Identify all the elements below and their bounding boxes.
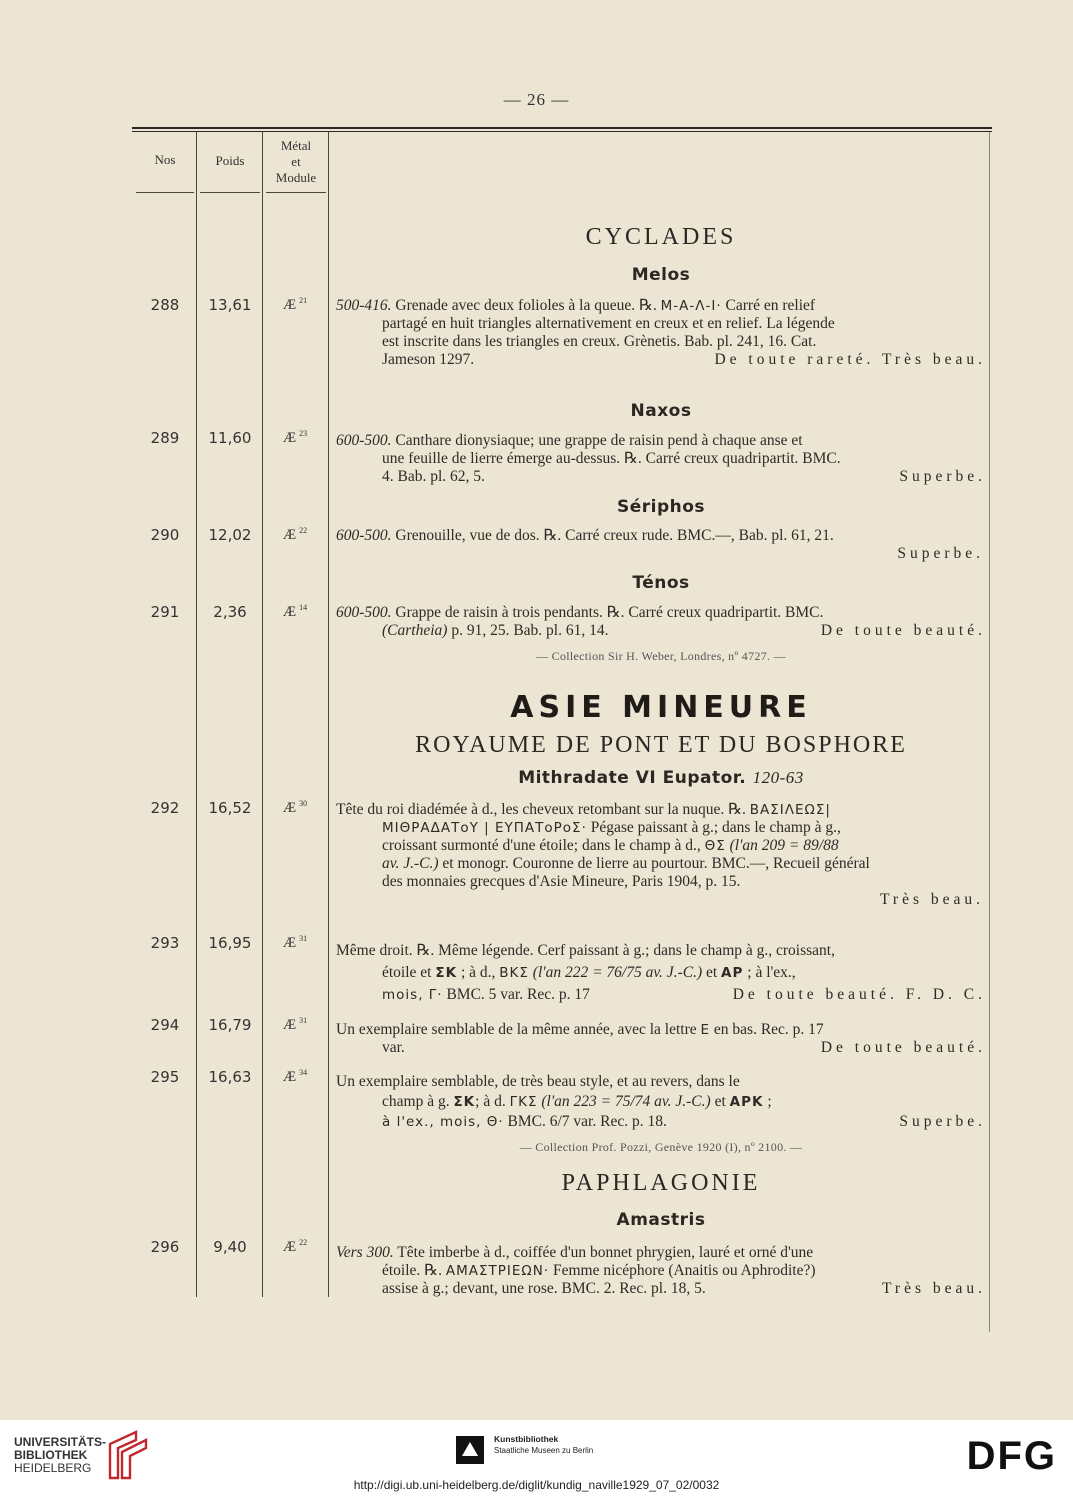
kunstbibliothek-logo-icon[interactable]	[456, 1436, 484, 1464]
entry-metal-module: Æ $^{22}$	[282, 1238, 308, 1255]
entry-metal-module: Æ $^{22}$	[282, 526, 308, 543]
ub-heidelberg-logo[interactable]: UNIVERSITÄTS- BIBLIOTHEK HEIDELBERG	[14, 1435, 107, 1475]
heading-paphlagonie: PAPHLAGONIE	[561, 1170, 761, 1196]
entry-description: 600-500. Grenouille, vue de dos. ℞. Carré creux rude. BMC.—, Bab. pl. 61, 21. Superbe.	[336, 527, 984, 562]
entry-number: 291	[150, 603, 180, 621]
entry-weight: 2,36	[213, 603, 247, 621]
col-header-no: Nos	[154, 152, 176, 167]
collection-note: — Collection Sir H. Weber, Londres, nº 4727. —	[536, 649, 786, 663]
entry-weight: 16,79	[208, 1016, 252, 1034]
entry-description: Un exemplaire semblable, de très beau style, et au revers, dans le champ à g. ΣΚ; à d. ΓΚΣ (l'an 223 = 75/74 av. J.-C.) et ΑΡΚ ; à l'ex., mois, Θ· BMC. 6/7 var. Rec. p. 18. Superbe.	[336, 1073, 986, 1130]
entry-number: 293	[150, 934, 180, 952]
dfg-logo[interactable]: DFG	[966, 1434, 1057, 1478]
right-margin-rule	[989, 132, 990, 1332]
entry-metal-module: Æ $^{14}$	[282, 603, 308, 620]
entry-weight: 12,02	[208, 526, 252, 544]
table-top-rule	[132, 127, 992, 129]
entry-metal-module: Æ $^{21}$	[282, 296, 308, 313]
entry-weight: 13,61	[208, 296, 252, 314]
entry-description: Vers 300. Tête imberbe à d., coiffée d'un bonnet phrygien, lauré et orné d'une étoile. ℞. ΑΜΑΣΤΡΙΕΩΝ· Femme nicéphore (Anaitis ou Aphrodite?) assise à g.; devant, une rose. BMC. 2. Rec. pl. 18, 5. Très beau.	[336, 1244, 986, 1297]
entry-weight: 16,63	[208, 1068, 252, 1086]
grade-label: Très beau.	[881, 1280, 986, 1297]
grade-label: Superbe.	[899, 468, 986, 485]
heading-mithradate: Mithradate VI Eupator. 120-63	[518, 768, 804, 788]
heading-royaume-pont: ROYAUME DE PONT ET DU BOSPHORE	[415, 732, 907, 758]
column-divider	[262, 132, 263, 1297]
heading-asie-mineure: ASIE MINEURE	[510, 690, 812, 725]
entry-number: 294	[150, 1016, 180, 1034]
heading-tenos: Ténos	[632, 573, 690, 593]
monogram: ΑΡΚ	[729, 1094, 764, 1110]
entry-number: 292	[150, 799, 180, 817]
grade-label: Très beau.	[879, 891, 984, 908]
collection-note: — Collection Prof. Pozzi, Genève 1920 (I), nº 2100. —	[519, 1140, 803, 1154]
entry-weight: 16,52	[208, 799, 252, 817]
grade-label: De toute rareté. Très beau.	[714, 351, 986, 368]
table-top-rule-thin	[132, 131, 992, 132]
entry-metal-module: Æ $^{30}$	[282, 799, 308, 816]
grade-label: De toute beauté. F. D. C.	[732, 986, 986, 1003]
monogram: ΑΡ	[721, 965, 744, 981]
entry-description: Même droit. ℞. Même légende. Cerf paissant à g.; dans le champ à g., croissant, étoile et ΣΚ ; à d., ΒΚΣ (l'an 222 = 76/75 av. J.-C.) et ΑΡ ; à l'ex., mois, Γ· BMC. 5 var. Rec. p. 17 De toute beauté. F. D. C.	[336, 940, 986, 1006]
heading-cyclades: CYCLADES	[585, 224, 737, 250]
column-divider	[328, 132, 329, 1297]
col-header-metal: Métal et Module	[275, 138, 317, 185]
grade-label: De toute beauté.	[820, 622, 986, 639]
column-divider	[196, 132, 197, 1297]
page-number: — 26 —	[503, 90, 570, 109]
header-underline	[136, 192, 194, 193]
kunstbibliothek-label: Kunstbibliothek Staatliche Museen zu Berlin	[494, 1434, 594, 1455]
entry-weight: 11,60	[208, 429, 252, 447]
entry-weight: 16,95	[208, 934, 252, 952]
entry-weight: 9,40	[213, 1238, 247, 1256]
entry-number: 296	[150, 1238, 180, 1256]
entry-number: 295	[150, 1068, 180, 1086]
ub-heidelberg-mark-icon	[106, 1428, 150, 1480]
entry-description: 500-416. Grenade avec deux folioles à la queue. ℞. Μ-Α-Λ-Ι· Carré en relief partagé en huit triangles alternativement en creux et en relief. La légende est inscrite dans les triangles en creux. Grènetis. Bab. pl. 241, 16. Cat. Jameson 1297. De toute rareté. Très beau.	[336, 297, 986, 368]
grade-label: Superbe.	[897, 545, 984, 562]
heading-naxos: Naxos	[630, 401, 692, 421]
entry-number: 290	[150, 526, 180, 544]
entry-description: Tête du roi diadémée à d., les cheveux retombant sur la nuque. ℞. ΒΑΣΙΛΕΩΣ| ΜΙΘΡΑΔΑΤοΥ | ΕΥΠΑΤοΡοΣ· Pégase paissant à g.; dans le champ à g., croissant surmonté d'une étoile; dans le champ à d., ΘΣ (l'an 209 = 89/88 av. J.-C.) et monogr. Couronne de lierre au pourtour. BMC.—, Recueil général des monnaies grecques d'Asie Mineure, Paris 1904, p. 15. Très beau.	[336, 801, 984, 908]
heading-seriphos: Sériphos	[616, 497, 706, 517]
header-underline	[200, 192, 260, 193]
viewer-footer	[0, 1420, 1073, 1497]
col-header-weight: Poids	[215, 153, 245, 168]
grade-label: Superbe.	[899, 1113, 986, 1130]
monogram: ΣΚ	[435, 965, 458, 981]
entry-description: 600-500. Grappe de raisin à trois pendants. ℞. Carré creux quadripartit. BMC. (Cartheia) p. 91, 25. Bab. pl. 61, 14. De toute beauté.	[336, 604, 986, 639]
entry-metal-module: Æ $^{31}$	[282, 1016, 308, 1033]
permalink-url[interactable]: http://digi.ub.uni-heidelberg.de/diglit/kundig_naville1929_07_02/0032	[353, 1478, 720, 1492]
entry-number: 288	[150, 296, 180, 314]
heading-melos: Melos	[631, 265, 691, 285]
heading-amastris: Amastris	[616, 1210, 706, 1230]
header-underline	[266, 192, 326, 193]
entry-metal-module: Æ $^{34}$	[282, 1068, 308, 1085]
monogram: ΣΚ	[453, 1094, 476, 1110]
grade-label: De toute beauté.	[820, 1039, 986, 1056]
entry-description: Un exemplaire semblable de la même année, avec la lettre Ε en bas. Rec. p. 17 var. De toute beauté.	[336, 1021, 986, 1056]
entry-number: 289	[150, 429, 180, 447]
entry-metal-module: Æ $^{31}$	[282, 934, 308, 951]
entry-description: 600-500. Canthare dionysiaque; une grappe de raisin pend à chaque anse et une feuille de lierre émerge au-dessus. ℞. Carré creux quadripartit. BMC. 4. Bab. pl. 62, 5. Superbe.	[336, 432, 986, 485]
entry-metal-module: Æ $^{23}$	[282, 429, 308, 446]
